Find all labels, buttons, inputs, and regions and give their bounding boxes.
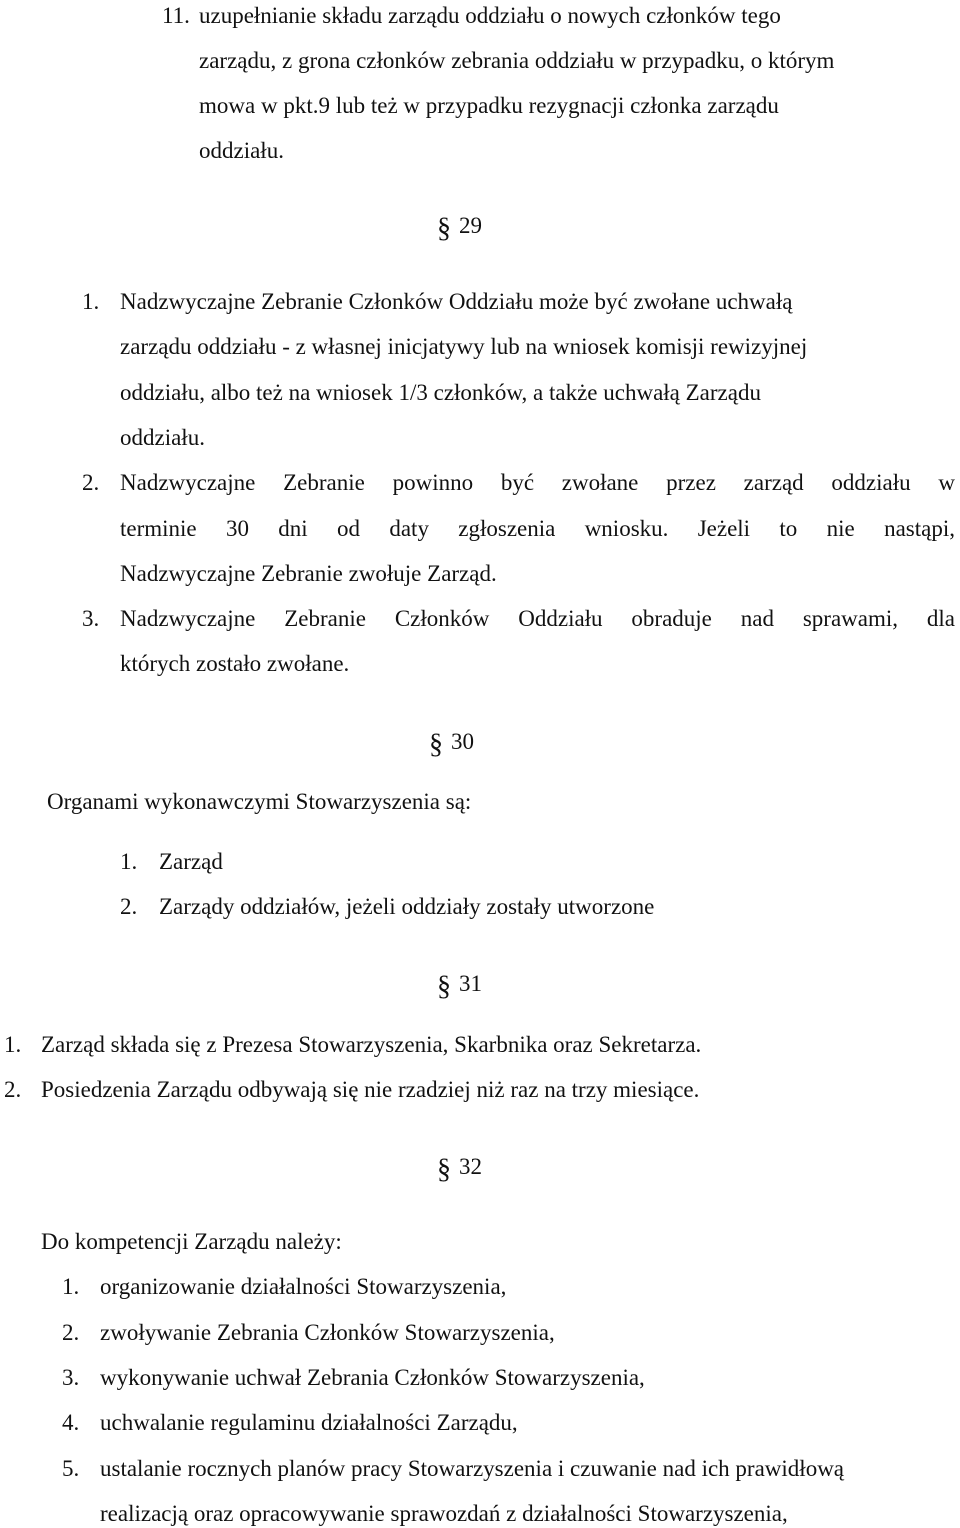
- word: 30: [225, 516, 249, 541]
- list-number: 2.: [4, 1077, 22, 1102]
- word: dla: [926, 606, 955, 631]
- paragraph-line: oddziału.: [199, 138, 284, 163]
- word: być: [500, 470, 535, 495]
- list-item: wykonywanie uchwał Zebrania Członków Stowarzyszenia,: [100, 1365, 645, 1390]
- paragraph-line: zarządu oddziału - z własnej inicjatywy lub na wniosek komisji rewizyjnej: [120, 334, 808, 359]
- paragraph-line: uzupełnianie składu zarządu oddziału o nowych członków tego: [199, 3, 781, 28]
- section-number: 32: [459, 1154, 482, 1179]
- list-item: ustalanie rocznych planów pracy Stowarzyszenia i czuwanie nad ich prawidłową: [100, 1456, 845, 1481]
- word: nastąpi,: [884, 516, 955, 541]
- word: wniosku.: [584, 516, 669, 541]
- word: Nadzwyczajne: [120, 470, 256, 495]
- word: obraduje: [631, 606, 712, 631]
- word: to: [779, 516, 798, 541]
- paragraph-line: których zostało zwołane.: [120, 651, 350, 676]
- word: Członków: [394, 606, 490, 631]
- list-number: 1.: [4, 1032, 22, 1057]
- list-number: 4.: [62, 1410, 80, 1435]
- list-item: Zarząd składa się z Prezesa Stowarzyszenia, Skarbnika oraz Sekretarza.: [41, 1032, 702, 1057]
- list-item: uchwalanie regulaminu działalności Zarządu,: [100, 1410, 518, 1435]
- list-number: 5.: [62, 1456, 80, 1481]
- word: przez: [666, 470, 716, 495]
- list-item: zwoływanie Zebrania Członków Stowarzyszenia,: [100, 1320, 555, 1345]
- word: dni: [278, 516, 308, 541]
- section-sign: §: [437, 1154, 451, 1185]
- justified-line: [120, 517, 955, 540]
- word: nie: [826, 516, 855, 541]
- section-heading: [437, 211, 482, 244]
- list-item: Zarządy oddziałów, jeżeli oddziały zostały utworzone: [159, 894, 655, 919]
- paragraph-line: Nadzwyczajne Zebranie Członków Oddziału może być zwołane uchwałą: [120, 289, 793, 314]
- list-item: organizowanie działalności Stowarzyszenia,: [100, 1274, 507, 1299]
- word: daty: [389, 516, 429, 541]
- word: sprawami,: [802, 606, 898, 631]
- section-number: 31: [459, 971, 482, 996]
- list-item: Posiedzenia Zarządu odbywają się nie rzadziej niż raz na trzy miesiące.: [41, 1077, 700, 1102]
- list-number: 1.: [62, 1274, 80, 1299]
- paragraph-line: zarządu, z grona członków zebrania oddziału w przypadku, o którym: [199, 48, 835, 73]
- list-number: 3.: [82, 606, 100, 631]
- list-number: 11.: [162, 3, 190, 28]
- word: Oddziału: [518, 606, 603, 631]
- list-number: 2.: [120, 894, 138, 919]
- paragraph-line: oddziału.: [120, 425, 205, 450]
- word: Jeżeli: [697, 516, 751, 541]
- section-intro: Organami wykonawczymi Stowarzyszenia są:: [47, 789, 472, 814]
- list-item: Zarząd: [159, 849, 223, 874]
- word: w: [938, 470, 955, 495]
- justified-line: [120, 471, 955, 494]
- word: Zebranie: [283, 470, 365, 495]
- list-item: realizacją oraz opracowywanie sprawozdań z działalności Stowarzyszenia,: [100, 1501, 788, 1526]
- section-sign: §: [429, 729, 443, 760]
- section-heading: [429, 727, 474, 760]
- list-number: 3.: [62, 1365, 80, 1390]
- section-sign: §: [437, 213, 451, 244]
- word: zarząd: [743, 470, 804, 495]
- section-number: 30: [451, 729, 474, 754]
- word: terminie: [120, 516, 197, 541]
- list-number: 1.: [82, 289, 100, 314]
- list-number: 2.: [82, 470, 100, 495]
- word: od: [337, 516, 361, 541]
- word: zwołane: [561, 470, 639, 495]
- word: Nadzwyczajne: [120, 606, 256, 631]
- section-number: 29: [459, 213, 482, 238]
- word: powinno: [392, 470, 474, 495]
- word: Zebranie: [284, 606, 366, 631]
- justified-line: [120, 607, 955, 630]
- word: zgłoszenia: [458, 516, 556, 541]
- paragraph-line: mowa w pkt.9 lub też w przypadku rezygnacji członka zarządu: [199, 93, 779, 118]
- word: oddziału: [831, 470, 911, 495]
- section-heading: [437, 969, 482, 1002]
- section-sign: §: [437, 971, 451, 1002]
- paragraph-line: Nadzwyczajne Zebranie zwołuje Zarząd.: [120, 561, 497, 586]
- list-number: 2.: [62, 1320, 80, 1345]
- word: nad: [740, 606, 774, 631]
- section-heading: [437, 1152, 482, 1185]
- list-number: 1.: [120, 849, 138, 874]
- section-intro: Do kompetencji Zarządu należy:: [41, 1229, 342, 1254]
- paragraph-line: oddziału, albo też na wniosek 1/3 członków, a także uchwałą Zarządu: [120, 380, 761, 405]
